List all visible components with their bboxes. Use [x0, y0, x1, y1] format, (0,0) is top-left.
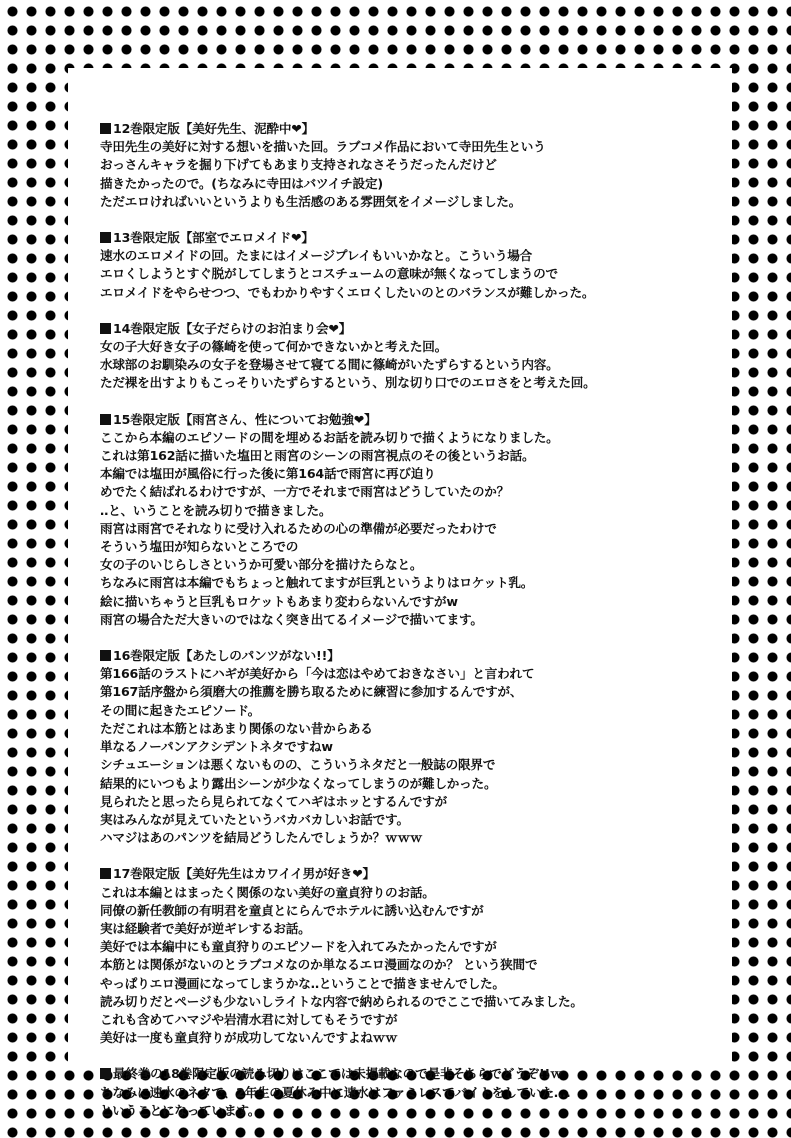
text-line: 同僚の新任教師の有明君を童貞とにらんでホテルに誘い込むんですが [100, 902, 484, 918]
afterword-text [100, 120, 732, 1138]
section-vol15 [100, 411, 732, 629]
section-heading: 13巻限定版【部室でエロメイド❤】 [100, 229, 732, 247]
text-line: 本筋とは関係がないのとラブコメなのか単なるエロ漫画なのか？ という狭間で [100, 957, 538, 973]
text-line: めでたく結ばれるわけですが、一方でそれまで雨宮はどうしていたのか？ [100, 484, 509, 500]
text-line: 絵に描いちゃうと巨乳もロケットもあまり変わらないんですがw [100, 593, 458, 609]
text-line: ただエロければいいというよりも生活感のある雰囲気をイメージしました。 [100, 193, 522, 209]
square-bullet-icon [100, 123, 111, 134]
section-vol16 [100, 647, 732, 847]
text-line: 女の子のいじらしさというか可愛い部分を描けたらなと。 [100, 557, 423, 573]
text-line: 本編では塩田が風俗に行った後に第164話で雨宮に再び迫り [100, 466, 436, 482]
text-line: ‥と、いうことを読み切りで描きました。 [100, 502, 332, 518]
section-heading: 12巻限定版【美好先生、泥酔中❤】 [100, 120, 732, 138]
text-line: 描きたかったので。(ちなみに寺田はバツイチ設定) [100, 175, 383, 191]
text-line: そういう塩田が知らないところでの [100, 539, 299, 555]
text-line: 水球部のお馴染みの女子を登場させて寝てる間に篠崎がいたずらするという内容。 [100, 357, 559, 373]
text-line: 結果的にいつもより露出シーンが少なくなってしまうのが難しかった。 [100, 775, 497, 791]
text-line: ただ裸を出すよりもこっそりいたずらするという、別な切り口でのエロさをと考えた回。 [100, 375, 596, 391]
text-line: 読み切りだとページも少ないしライトな内容で納められるのでここで描いてみました。 [100, 993, 583, 1009]
text-line: ここから本編のエピソードの間を埋めるお話を読み切りで描くようになりました。 [100, 429, 559, 445]
text-line: おっさんキャラを掘り下げてもあまり支持されなさそうだったんだけど [100, 157, 497, 173]
section-vol17 [100, 865, 732, 1047]
text-line: 実は経験者で美好が逆ギレするお話。 [100, 920, 311, 936]
text-line: 寺田先生の美好に対する想いを描いた回。ラブコメ作品において寺田先生という [100, 139, 546, 155]
text-line: 単なるノーパンアクシデントネタですねw [100, 739, 333, 755]
text-line: ということになっています。 [100, 1102, 261, 1118]
square-bullet-icon [100, 868, 111, 879]
section-vol13 [100, 229, 732, 302]
text-line: 女の子大好き女子の篠崎を使って何かできないかと考えた回。 [100, 339, 448, 355]
section-heading: 14巻限定版【女子だらけのお泊まり会❤】 [100, 320, 732, 338]
section-vol14 [100, 320, 732, 393]
text-line: シチュエーションは悪くないものの、こういうネタだと一般誌の限界で [100, 757, 496, 773]
text-line: 第167話序盤から須磨大の推薦を勝ち取るために練習に参加するんですが、 [100, 684, 523, 700]
section-heading: 15巻限定版【雨宮さん、性についてお勉強❤】 [100, 411, 732, 429]
text-line: これも含めてハマジや岩清水君に対してもそうですが [100, 1011, 398, 1027]
square-bullet-icon [100, 414, 111, 425]
text-panel [68, 68, 732, 1118]
section-heading: 17巻限定版【美好先生はカワイイ男が好き❤】 [100, 865, 732, 883]
section-heading: 16巻限定版【あたしのパンツがない!!】 [100, 647, 732, 665]
text-line: エロくしようとすぐ脱がしてしまうとコスチュームの意味が無くなってしまうので [100, 266, 558, 282]
square-bullet-icon [100, 650, 111, 661]
text-line: これは第162話に描いた塩田と雨宮のシーンの雨宮視点のその後というお話。 [100, 448, 535, 464]
text-line: 美好では本編中にも童貞狩りのエピソードを入れてみたかったんですが [100, 939, 497, 955]
text-line: 美好は一度も童貞狩りが成功してないんですよねｗｗ [100, 1030, 398, 1046]
text-line: 速水のエロメイドの回。たまにはイメージプレイもいいかなと。こういう場合 [100, 248, 533, 264]
text-line: 実はみんなが見えていたというバカバカしいお話です。 [100, 811, 409, 827]
text-line: ハマジはあのパンツを結局どうしたんでしょうか？ｗｗｗ [100, 830, 423, 846]
section-final [100, 1065, 732, 1120]
text-line: その間に起きたエピソード。 [100, 702, 260, 718]
text-line: ちなみに雨宮は本編でもちょっと触れてますが巨乳というよりはロケット乳。 [100, 575, 534, 591]
text-line: 第166話のラストにハギが美好から「今は恋はやめておきなさい」と言われて [100, 666, 535, 682]
square-bullet-icon [100, 232, 111, 243]
text-line: 雨宮の場合ただ大きいのではなく突き出てるイメージで描いてます。 [100, 611, 483, 627]
text-line: ちなみに速水のネタで、2年生の夏休み中に速水はファミレスでバイトをしていた‥‥ [100, 1084, 571, 1100]
section-vol12 [100, 120, 732, 211]
text-line: 雨宮は雨宮でそれなりに受け入れるための心の準備が必要だったわけで [100, 520, 497, 536]
text-line: やっぱりエロ漫画になってしまうかな‥ということで描きませんでした。 [100, 975, 505, 991]
square-bullet-icon [100, 1068, 111, 1079]
text-line: エロメイドをやらせつつ、でもわかりやすくエロくしたいのとのバランスが難しかった。 [100, 284, 595, 300]
section-heading: 最終巻の18巻限定版の読み切りはここでは未掲載なので是非そちらでどうぞ!!ｗ [100, 1065, 732, 1083]
square-bullet-icon [100, 323, 111, 334]
text-line: これは本編とはまったく関係のない美好の童貞狩りのお話。 [100, 884, 435, 900]
text-line: 見られたと思ったら見られてなくてハギはホッとするんですが [100, 793, 448, 809]
text-line: ただこれは本筋とはあまり関係のない昔からある [100, 720, 373, 736]
